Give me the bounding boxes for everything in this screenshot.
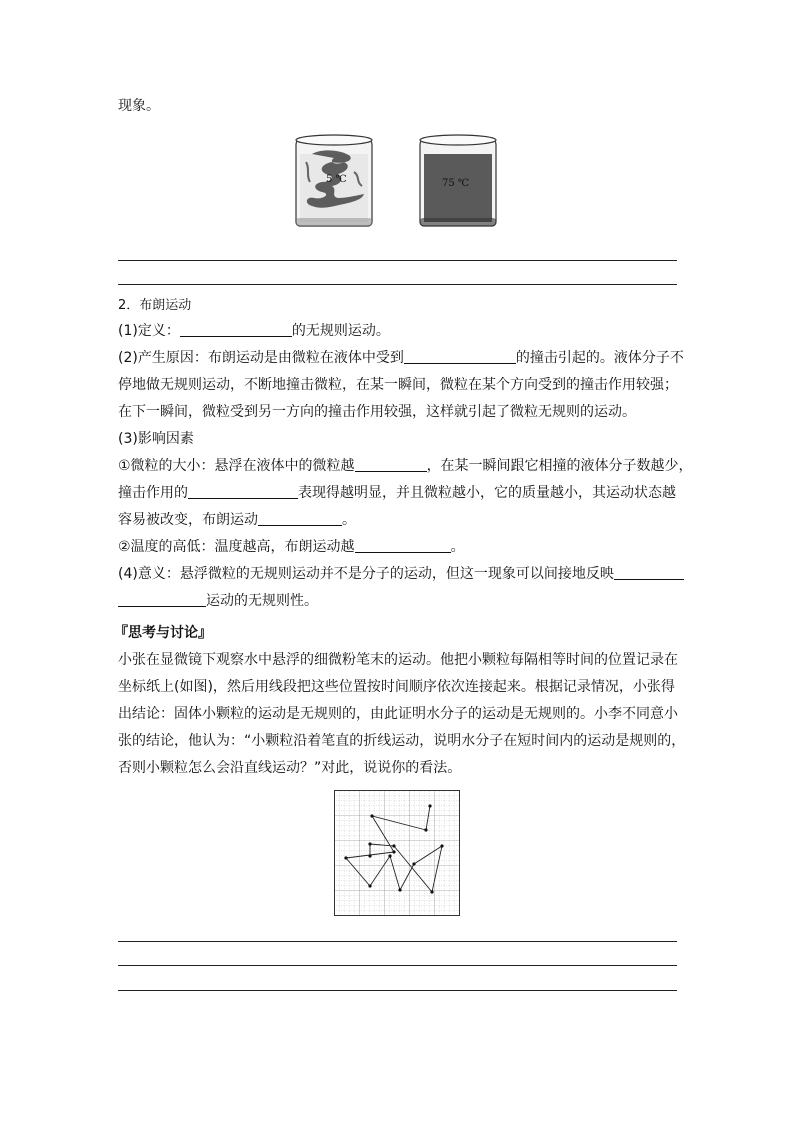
- discussion-line: 小张在显微镜下观察水中悬浮的细微粉笔末的运动。他把小颗粒每隔相等时间的位置记录在: [118, 652, 678, 668]
- impact-blank[interactable]: [188, 483, 298, 499]
- discussion-line: 否则小颗粒怎么会沿直线运动？”对此，说说你的看法。: [118, 760, 462, 776]
- definition-suffix: 的无规则运动。: [291, 323, 390, 339]
- temperature-prefix: ②温度的高低：温度越高，布朗运动越: [118, 539, 355, 555]
- meaning-line-1: [118, 564, 684, 584]
- intro-tail-text: 现象。: [118, 98, 160, 114]
- definition-blank[interactable]: [180, 321, 292, 337]
- impact-prefix: 撞击作用的: [118, 485, 188, 501]
- impact-suffix: 表现得越明显，并且微粒越小，它的质量越小，其运动状态越: [298, 485, 676, 501]
- motion-blank[interactable]: [258, 510, 342, 526]
- temperature-blank[interactable]: [355, 537, 451, 553]
- size-suffix: ，在某一瞬间跟它相撞的液体分子数越少，: [426, 458, 693, 474]
- definition-prefix: (1)定义：: [118, 323, 180, 339]
- cause-line-1: [118, 348, 684, 368]
- cause-line-3: 在下一瞬间，微粒受到另一方向的撞击作用较强，这样就引起了微粒无规则的运动。: [118, 404, 636, 420]
- discussion-line: 出结论：固体小颗粒的运动是无规则的，由此证明水分子的运动是无规则的。小李不同意小: [118, 706, 678, 722]
- temperature-suffix: 。: [450, 539, 465, 555]
- answer-line: [118, 941, 677, 942]
- section-heading: 2．布朗运动: [118, 298, 192, 313]
- size-line-2: [118, 483, 676, 503]
- answer-line: [118, 260, 677, 261]
- meaning-line-2: [118, 591, 318, 611]
- motion-prefix: 容易被改变，布朗运动: [118, 512, 258, 528]
- answer-line: [118, 990, 677, 991]
- factors-heading: (3)影响因素: [118, 431, 194, 447]
- particle-path-figure: [334, 790, 460, 916]
- meaning-suffix: 运动的无规则性。: [206, 593, 318, 609]
- size-prefix: ①微粒的大小：悬浮在液体中的微粒越: [118, 458, 355, 474]
- meaning-blank-2[interactable]: [118, 591, 206, 607]
- answer-line: [118, 284, 677, 285]
- discussion-heading: 『思考与讨论』: [114, 625, 212, 641]
- definition-line: [118, 321, 390, 341]
- motion-suffix: 。: [342, 512, 356, 528]
- discussion-line: 张的结论，他认为：“小颗粒沿着笔直的折线运动，说明水分子在短时间内的运动是规则的，: [118, 733, 686, 749]
- size-blank[interactable]: [355, 456, 427, 472]
- beakers-figure: [292, 132, 502, 228]
- hot-temp-label: 75 ℃: [442, 178, 470, 189]
- size-line-1: [118, 456, 693, 476]
- temperature-line: [118, 537, 465, 557]
- cause-blank[interactable]: [404, 348, 516, 364]
- cold-temp-label: 5 ℃: [326, 174, 347, 185]
- discussion-line: 坐标纸上(如图)，然后用线段把这些位置按时间顺序依次连接起来。根据记录情况，小张得: [118, 679, 675, 695]
- cause-line-2: 停地做无规则运动，不断地撞击微粒，在某一瞬间，微粒在某个方向受到的撞击作用较强；: [118, 377, 678, 393]
- meaning-prefix: (4)意义：悬浮微粒的无规则运动并不是分子的运动，但这一现象可以间接地反映: [118, 566, 614, 582]
- meaning-blank-1[interactable]: [614, 564, 684, 580]
- answer-line: [118, 965, 677, 966]
- cause-suffix: 的撞击引起的。液体分子不: [515, 350, 684, 366]
- size-line-3: [118, 510, 356, 530]
- cause-prefix: (2)产生原因：布朗运动是由微粒在液体中受到: [118, 350, 404, 366]
